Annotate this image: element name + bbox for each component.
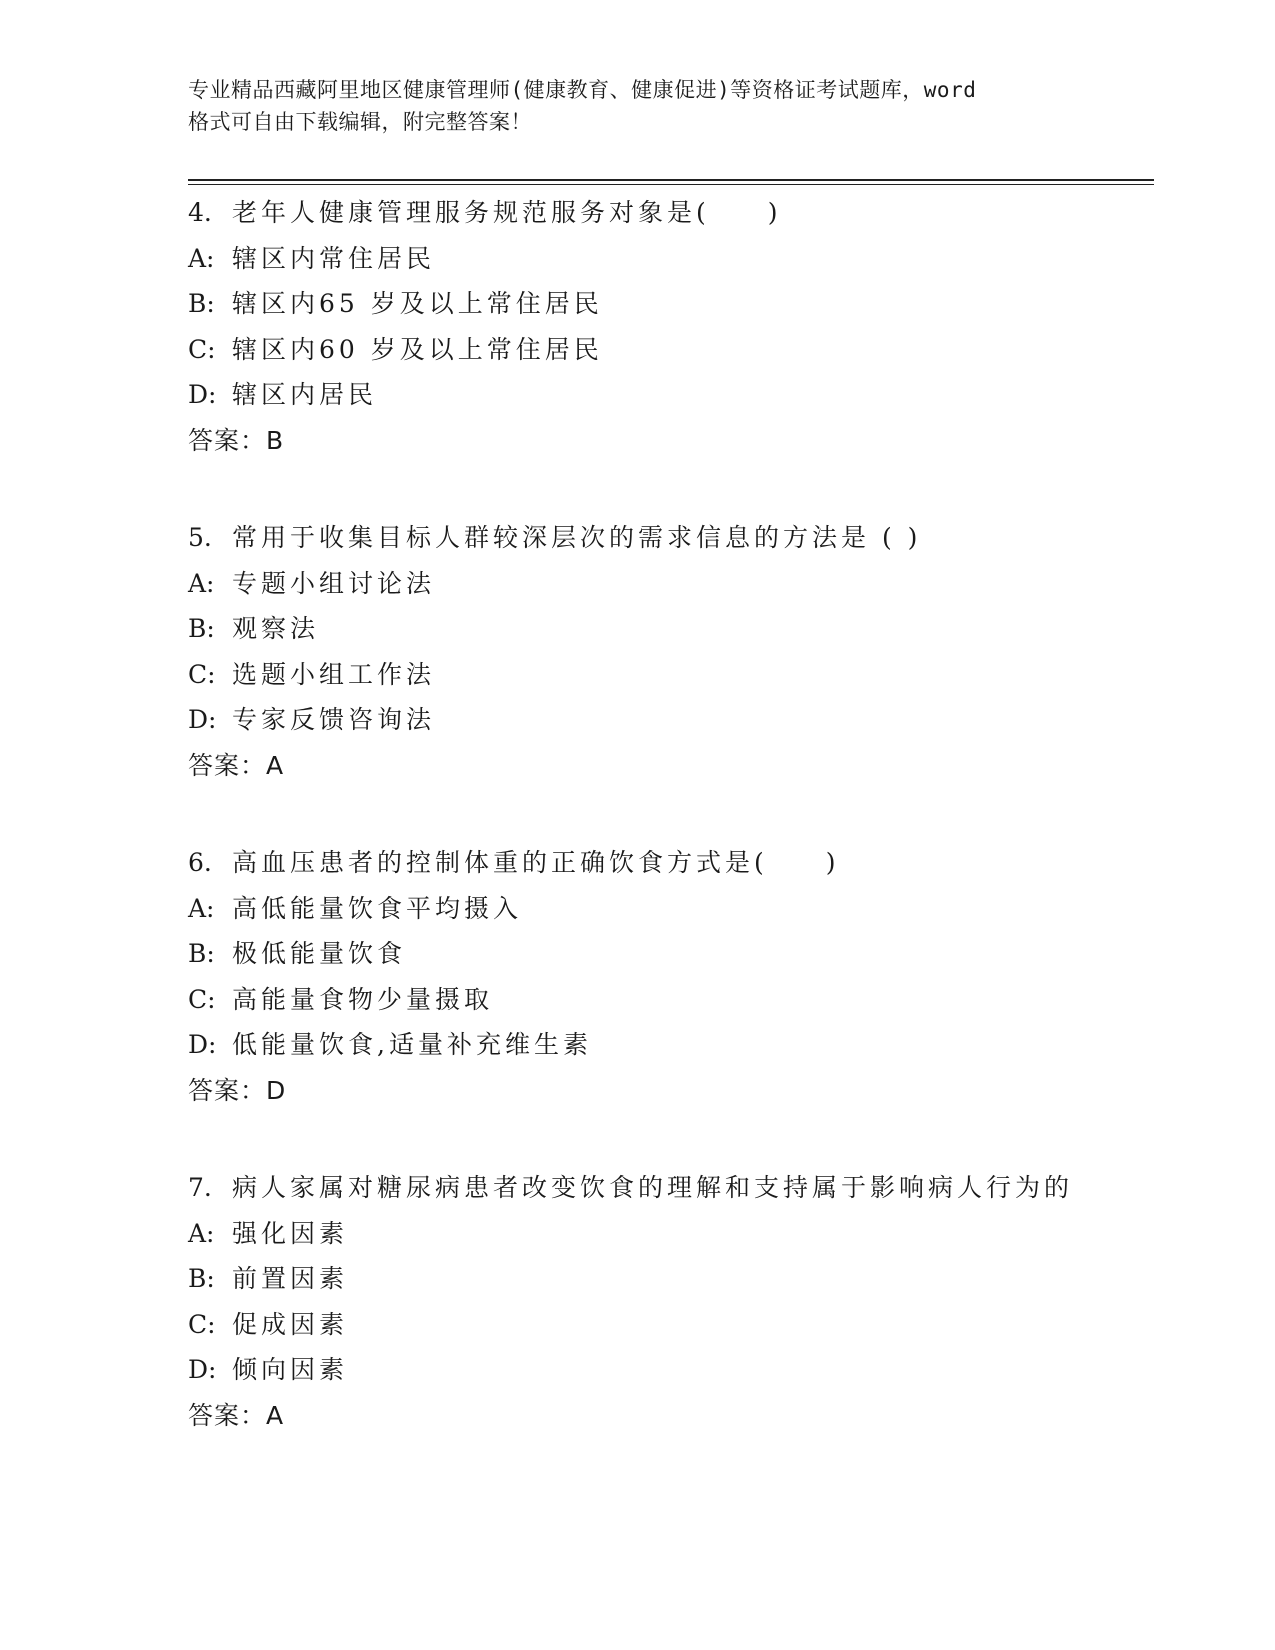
- option-b: [188, 1256, 1148, 1302]
- question-stem: [188, 840, 1148, 886]
- option-c: [188, 1302, 1148, 1348]
- option-a: [188, 236, 1148, 282]
- question-5: [188, 515, 1148, 788]
- header-divider: [188, 179, 1154, 185]
- question-6: [188, 840, 1148, 1113]
- option-label: A:: [188, 893, 215, 923]
- option-label: C:: [188, 659, 216, 689]
- option-a: [188, 1211, 1148, 1257]
- option-d: [188, 372, 1148, 418]
- answer: 答案：A: [188, 1400, 285, 1430]
- header-line-1: 专业精品西藏阿里地区健康管理师(健康教育、健康促进)等资格证考试题库，word: [188, 78, 977, 102]
- option-a: [188, 561, 1148, 607]
- option-label: D:: [188, 705, 217, 734]
- option-b: [188, 931, 1148, 977]
- question-number: 5.: [188, 523, 212, 552]
- option-text: 辖区内60 岁及以上常住居民: [232, 334, 603, 364]
- option-text: 辖区内常住居民: [232, 243, 436, 273]
- option-text: 高低能量饮食平均摄入: [232, 893, 523, 923]
- option-label: B:: [188, 1264, 215, 1293]
- option-d: [188, 1022, 1148, 1068]
- question-number: 4.: [188, 198, 212, 227]
- option-text: 辖区内65 岁及以上常住居民: [232, 289, 603, 318]
- answer: 答案：A: [188, 750, 285, 780]
- answer: 答案：D: [188, 1075, 287, 1105]
- option-b: [188, 606, 1148, 652]
- option-c: [188, 652, 1148, 698]
- option-d: [188, 697, 1148, 743]
- option-text: 专题小组讨论法: [232, 568, 436, 598]
- option-b: [188, 281, 1148, 327]
- option-text: 低能量饮食,适量补充维生素: [232, 1030, 592, 1059]
- option-text: 促成因素: [232, 1309, 349, 1339]
- option-text: 高能量食物少量摄取: [232, 984, 494, 1014]
- option-label: D:: [188, 1030, 217, 1059]
- question-stem: [188, 515, 1148, 561]
- option-label: B:: [188, 614, 215, 643]
- option-label: C:: [188, 1309, 216, 1339]
- option-c: [188, 977, 1148, 1023]
- header-line-2: 格式可自由下载编辑，附完整答案！: [188, 110, 532, 134]
- option-a: [188, 886, 1148, 932]
- question-stem: [188, 190, 1148, 236]
- option-label: A:: [188, 1218, 215, 1248]
- question-list: [188, 190, 1148, 1490]
- option-label: A:: [188, 568, 215, 598]
- option-label: A:: [188, 243, 215, 273]
- question-stem: [188, 1165, 1148, 1211]
- option-label: B:: [188, 289, 215, 318]
- option-d: [188, 1347, 1148, 1393]
- option-text: 选题小组工作法: [232, 659, 436, 689]
- question-text: 老年人健康管理服务规范服务对象是( ): [232, 198, 782, 227]
- question-text: 病人家属对糖尿病患者改变饮食的理解和支持属于影响病人行为的: [232, 1173, 1074, 1202]
- document-header: [188, 74, 1098, 138]
- question-number: 6.: [188, 848, 212, 877]
- option-text: 辖区内居民: [232, 380, 378, 409]
- option-label: B:: [188, 939, 215, 968]
- option-label: C:: [188, 334, 216, 364]
- question-text: 高血压患者的控制体重的正确饮食方式是( ): [232, 848, 840, 877]
- question-7: [188, 1165, 1148, 1438]
- option-text: 强化因素: [232, 1218, 349, 1248]
- option-text: 前置因素: [232, 1264, 349, 1293]
- answer: 答案：B: [188, 425, 285, 455]
- option-text: 倾向因素: [232, 1355, 349, 1384]
- question-number: 7.: [188, 1173, 212, 1202]
- option-label: C:: [188, 984, 216, 1014]
- question-4: [188, 190, 1148, 463]
- option-text: 专家反馈咨询法: [232, 705, 436, 734]
- option-c: [188, 327, 1148, 373]
- option-label: D:: [188, 380, 217, 409]
- option-text: 极低能量饮食: [232, 939, 407, 968]
- option-label: D:: [188, 1355, 217, 1384]
- question-text: 常用于收集目标人群较深层次的需求信息的方法是 ( ): [232, 523, 922, 552]
- option-text: 观察法: [232, 614, 320, 643]
